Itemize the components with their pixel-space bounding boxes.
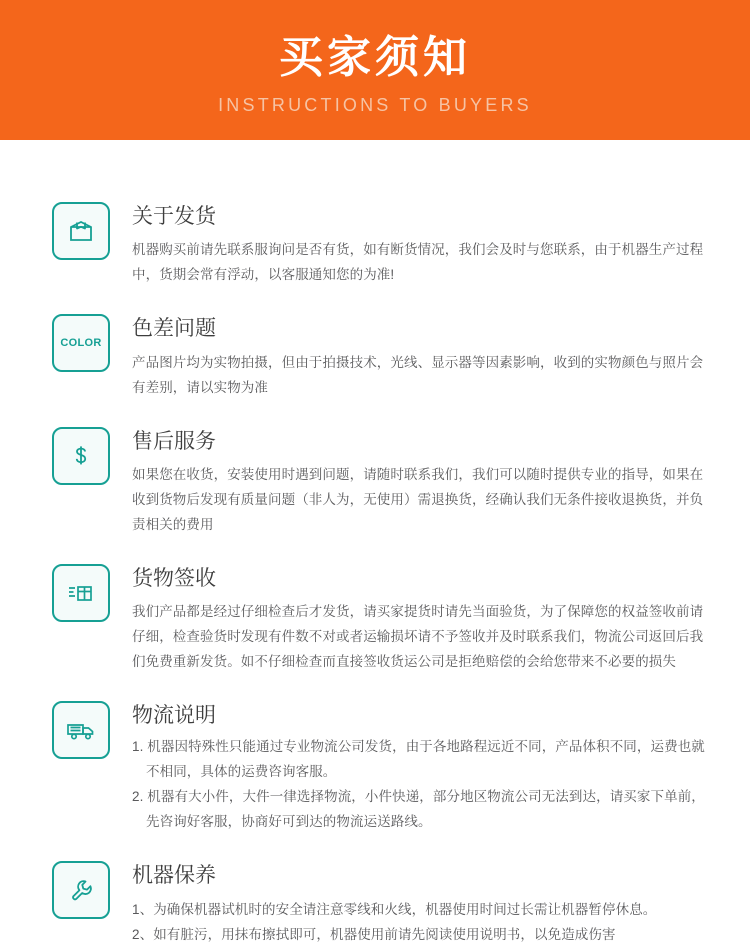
wrench-icon xyxy=(52,861,110,919)
list-item xyxy=(52,861,710,947)
color-swatch-icon xyxy=(52,314,110,372)
list-item xyxy=(52,202,710,288)
parcel-delivery-icon xyxy=(52,564,110,622)
section-body xyxy=(132,898,710,948)
section-title: 机器保养 xyxy=(132,864,216,888)
body-line: 1. 机器因特殊性只能通过专业物流公司发货，由于各地路程远近不同，产品体积不同，运费也就不相同，具体的运费咨询客服。 xyxy=(132,739,705,780)
page-header xyxy=(0,0,750,140)
section-body xyxy=(132,238,710,288)
instructions-list xyxy=(0,140,750,948)
page-title: 买家须知 xyxy=(279,33,471,82)
section-body xyxy=(132,463,710,538)
body-line: 2、如有脏污，用抹布擦拭即可，机器使用前请先阅读使用说明书，以免造成伤害 xyxy=(132,926,616,942)
page-subtitle: INSTRUCTIONS TO BUYERS xyxy=(218,95,532,115)
list-item-texts xyxy=(132,564,710,675)
body-line: 我们产品都是经过仔细检查后才发货，请买家提货时请先当面验货，为了保障您的权益签收前请仔细，检查验货时发现有件数不对或者运输损坏请不予签收并及时联系我们，物流公司返回后我们免费重新发货。如不仔细检查而直接签收货运公司是拒绝赔偿的会给您带来不必要的损失 xyxy=(132,604,704,670)
package-box-icon xyxy=(52,202,110,260)
section-body xyxy=(132,600,710,675)
list-item-texts xyxy=(132,861,710,947)
list-item xyxy=(52,701,710,835)
section-title: 关于发货 xyxy=(132,205,216,228)
body-line: 2. 机器有大小件，大件一律选择物流，小件快递，部分地区物流公司无法到达，请买家下单前，先咨询好客服，协商好可到达的物流运送路线。 xyxy=(132,789,705,830)
body-line: 1、为确保机器试机时的安全请注意零线和火线，机器使用时间过长需让机器暂停休息。 xyxy=(132,901,657,917)
body-line: 机器购买前请先联系服询问是否有货，如有断货情况，我们会及时与您联系，由于机器生产过程中，货期会常有浮动，以客服通知您的为准! xyxy=(132,242,704,283)
section-title: 色差问题 xyxy=(132,317,216,341)
section-title: 货物签收 xyxy=(132,566,216,590)
section-body xyxy=(132,351,710,401)
section-body xyxy=(132,735,710,835)
dollar-sign-icon xyxy=(52,427,110,485)
list-item-texts xyxy=(132,202,710,288)
color-icon-label: COLOR xyxy=(60,337,102,350)
list-item-texts xyxy=(132,701,710,835)
truck-icon xyxy=(52,701,110,759)
list-item-texts xyxy=(132,427,710,538)
list-item-texts xyxy=(132,314,710,400)
body-line: 如果您在收货，安装使用时遇到问题，请随时联系我们，我们可以随时提供专业的指导，如果在收到货物后发现有质量问题（非人为，无使用）需退换货，经确认我们无条件接收退换货，并负责相关的费用 xyxy=(132,466,704,532)
section-title: 售后服务 xyxy=(132,429,216,453)
body-line: 产品图片均为实物拍摄，但由于拍摄技术，光线、显示器等因素影响，收到的实物颜色与照片会有差别，请以实物为准 xyxy=(132,354,704,395)
section-title: 物流说明 xyxy=(132,704,216,728)
list-item xyxy=(52,564,710,675)
list-item xyxy=(52,314,710,400)
list-item xyxy=(52,427,710,538)
